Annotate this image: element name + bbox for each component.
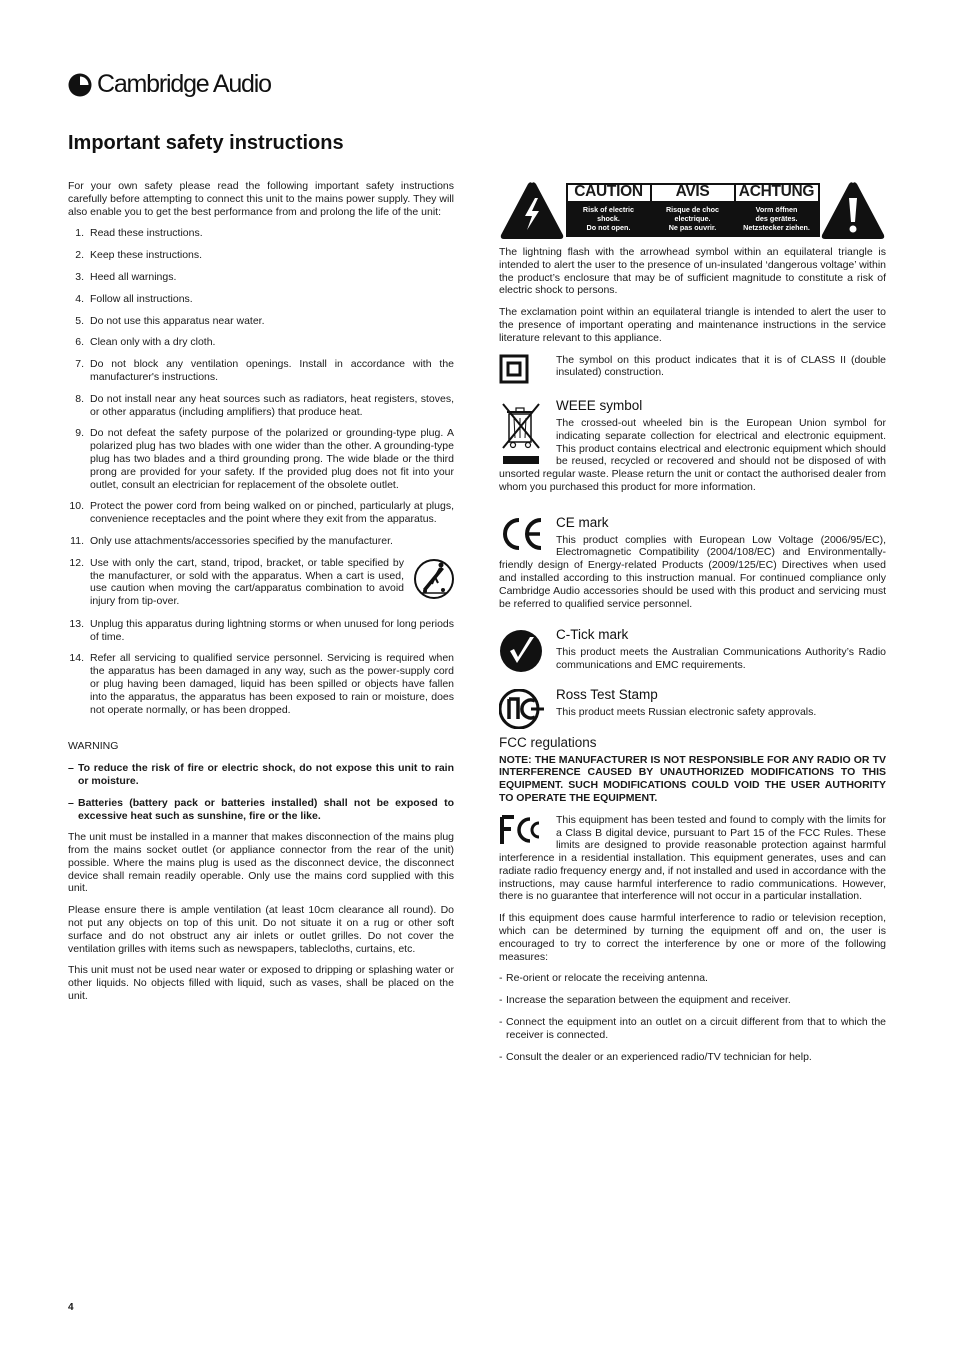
avis-label: AVIS Risque de choc electrique. Ne pas ouvrir.	[650, 185, 734, 235]
cambridge-logo-icon	[68, 73, 92, 97]
exclamation-paragraph: The exclamation point within an equilateral triangle is intended to alert the user to the presence of important operating and maintenance instructions in the service literature relevant to this appliance.	[499, 306, 886, 344]
list-item: 6. Clean only with a dry cloth.	[75, 336, 216, 349]
list-item: 9. Do not defeat the safety purpose of the polarized or grounding-type plug. A polarized plug has two blades with one wider than the other. A grounding-type plug has two blades and a third grounding prong. The wide blade or the third prong are provided for your safety. If the provided plug does not fit into your outlet, consult an electrician for replacement of the obsolete outlet.	[75, 427, 454, 491]
fcc-measure: - Consult the dealer or an experienced radio/TV technician for help.	[499, 1050, 812, 1063]
ross-text: This product meets Russian electronic safety approvals.	[556, 705, 817, 718]
fcc-measure: - Connect the equipment into an outlet on a circuit different from that to which the receiver is connected.	[499, 1016, 886, 1041]
lightning-triangle-icon	[499, 180, 565, 240]
c-tick-icon	[499, 629, 545, 673]
class2-text: The symbol on this product indicates that it is of CLASS II (double insulated) construction.	[556, 353, 886, 379]
fcc-logo-icon	[499, 814, 545, 846]
class2-section	[499, 354, 886, 389]
fcc-measure: - Re-orient or relocate the receiving antenna.	[499, 972, 708, 985]
left-column	[68, 180, 454, 1012]
class2-double-square-icon	[499, 354, 545, 384]
exclamation-triangle-icon	[820, 180, 886, 240]
ctick-heading: C-Tick mark	[556, 629, 629, 643]
ventilation-paragraph: Please ensure there is ample ventilation (at least 10cm clearance all round). Do not put any objects on top of this unit. Do not situate it on a rug or other soft surface and do not obstruct any air inlets or outlet grilles. Do not cover the ventilation grilles with items such as newspapers, tablecloths, curtains, etc.	[68, 904, 454, 955]
page-number: 4	[68, 1302, 74, 1313]
fcc-paragraph-1: This equipment has been tested and found to comply with the limits for a Class B digital device, pursuant to Part 15 of the FCC Rules. These limits are designed to provide reasonable protection against harmful interference in a residential installation. This equipment generates, uses and can radiate radio frequency energy and, if not installed and used in accordance with the instructions, may cause harmful interference to radio communications. However, there is no guarantee that interference will not occur in a particular installation.	[499, 813, 886, 903]
caution-label: CAUTION Risk of electric shock. Do not open.	[568, 185, 650, 235]
fcc-paragraph-2: If this equipment does cause harmful interference to radio or television reception, which can be determined by turning the equipment off and on, the user is encouraged to try to correct the interference by one or more of the following measures:	[499, 912, 886, 963]
cart-tipover-icon	[414, 557, 454, 601]
ross-test-stamp-icon	[499, 689, 545, 729]
weee-text: The crossed-out wheeled bin is the European Union symbol for indicating separate collection for electrical and electronic equipment. This product contains electrical and electronic equipment which should be reused, recycled or recovered and should not be disposed of with unsorted regular waste. Please return the unit or contact the authorised dealer from whom you purchased this product for more information.	[499, 416, 886, 493]
warning-item: – Batteries (battery pack or batteries installed) shall not be exposed to excessive heat such as sunshine, fire or the like.	[68, 796, 454, 822]
warning-item: – To reduce the risk of fire or electric shock, do not expose this unit to rain or moisture.	[68, 762, 454, 787]
list-item: 2. Keep these instructions.	[75, 249, 203, 262]
fcc-measure: - Increase the separation between the equipment and receiver.	[499, 994, 791, 1007]
list-item: 14. Refer all servicing to qualified service personnel. Servicing is required when the apparatus has been damaged in any way, such as the power-supply cord or plug having been damaged, liquid has been spilled or objects have fallen into the apparatus, the apparatus has been exposed to rain or moisture, does not operate normally, or has been dropped.	[69, 652, 454, 716]
warning-banner	[499, 180, 886, 240]
crossed-bin-icon	[499, 400, 545, 466]
ce-text: This product complies with European Low Voltage (2006/95/EC), Electromagnetic Compatibility (2004/108/EC) and Environmentally-friendly design of Energy-related Products (2009/125/EC) Directives when used and installed according to this instruction manual. For continued compliance only Cambridge Audio accessories should be used with this product and servicing must be referred to qualified service personnel.	[499, 533, 886, 610]
list-item: 4. Follow all instructions.	[75, 292, 193, 305]
lightning-paragraph: The lightning flash with the arrowhead symbol within an equilateral triangle is intended to alert the user to the presence of un-insulated ‘dangerous voltage’ within the product’s enclosure that may be of sufficient magnitude to constitute a risk of electric shock to persons.	[499, 246, 886, 297]
page-title: Important safety instructions	[68, 132, 344, 154]
list-item: 7. Do not block any ventilation openings. Install in accordance with the manufacturer's instructions.	[75, 358, 454, 383]
ross-heading: Ross Test Stamp	[556, 688, 658, 702]
list-item: 3. Heed all warnings.	[75, 270, 177, 283]
ctick-text: This product meets the Australian Communications Authority’s Radio communications and EMC requirements.	[556, 646, 886, 671]
right-column	[499, 180, 886, 1072]
list-item: 11. Only use attachments/accessories specified by the manufacturer.	[70, 534, 393, 547]
weee-section	[499, 400, 886, 503]
list-item: 1. Read these instructions.	[75, 227, 203, 240]
weee-heading: WEEE symbol	[556, 400, 643, 414]
ross-section	[499, 689, 886, 729]
instruction-list	[68, 227, 454, 716]
list-item: 13. Unplug this apparatus during lightning storms or when unused for long periods of time.	[69, 617, 454, 643]
water-paragraph: This unit must not be used near water or exposed to dripping or splashing water or other liquids. No objects filled with liquid, such as vases, shall be placed on the unit.	[68, 964, 454, 1003]
ce-section	[499, 517, 886, 620]
fcc-note: NOTE: THE MANUFACTURER IS NOT RESPONSIBLE FOR ANY RADIO OR TV INTERFERENCE CAUSED BY UNAUTHORIZED MODIFICATIONS TO THIS EQUIPMENT. SUCH MODIFICATIONS COULD VOID THE USER AUTHORITY TO OPERATE THE EQUIPMENT.	[499, 753, 886, 804]
disconnect-paragraph: The unit must be installed in a manner that makes disconnection of the mains plug from the mains socket outlet (or appliance connector from the rear of the unit) possible. Where the mains plug is used as the disconnect device, the disconnect device shall remain readily operable. Only use the mains cord supplied with this unit.	[68, 831, 454, 895]
ce-heading: CE mark	[556, 516, 609, 530]
brand-name: Cambridge Audio	[97, 70, 271, 98]
warning-labels	[566, 183, 820, 237]
warning-heading: WARNING	[68, 740, 119, 753]
intro-paragraph: For your own safety please read the following important safety instructions carefully before attempting to connect this unit to the mains power supply. They will also enable you to get the best performance from and prolong the life of the unit:	[68, 180, 454, 218]
fcc-heading: FCC regulations	[499, 734, 597, 750]
list-item: 12. Use with only the cart, stand, tripod, bracket, or table specified by the manufacturer, or sold with the apparatus. When a cart is used, use caution when moving the cart/apparatus combination to avoid injury from tip-over.	[68, 557, 454, 609]
brand-logo	[68, 70, 271, 99]
list-item: 10. Protect the power cord from being walked on or pinched, particularly at plugs, convenience receptacles and the point where they exit from the apparatus.	[69, 500, 454, 526]
fcc-section	[499, 814, 886, 904]
list-item: 5. Do not use this apparatus near water.	[75, 314, 265, 327]
ce-mark-icon	[499, 517, 545, 551]
ctick-section	[499, 629, 886, 680]
achtung-label: ACHTUNG Vorm öffnen des gerätes. Netzstecker ziehen.	[734, 185, 818, 235]
list-item: 8. Do not install near any heat sources such as radiators, heat registers, stoves, or other apparatus (including amplifiers) that produce heat.	[75, 392, 454, 418]
